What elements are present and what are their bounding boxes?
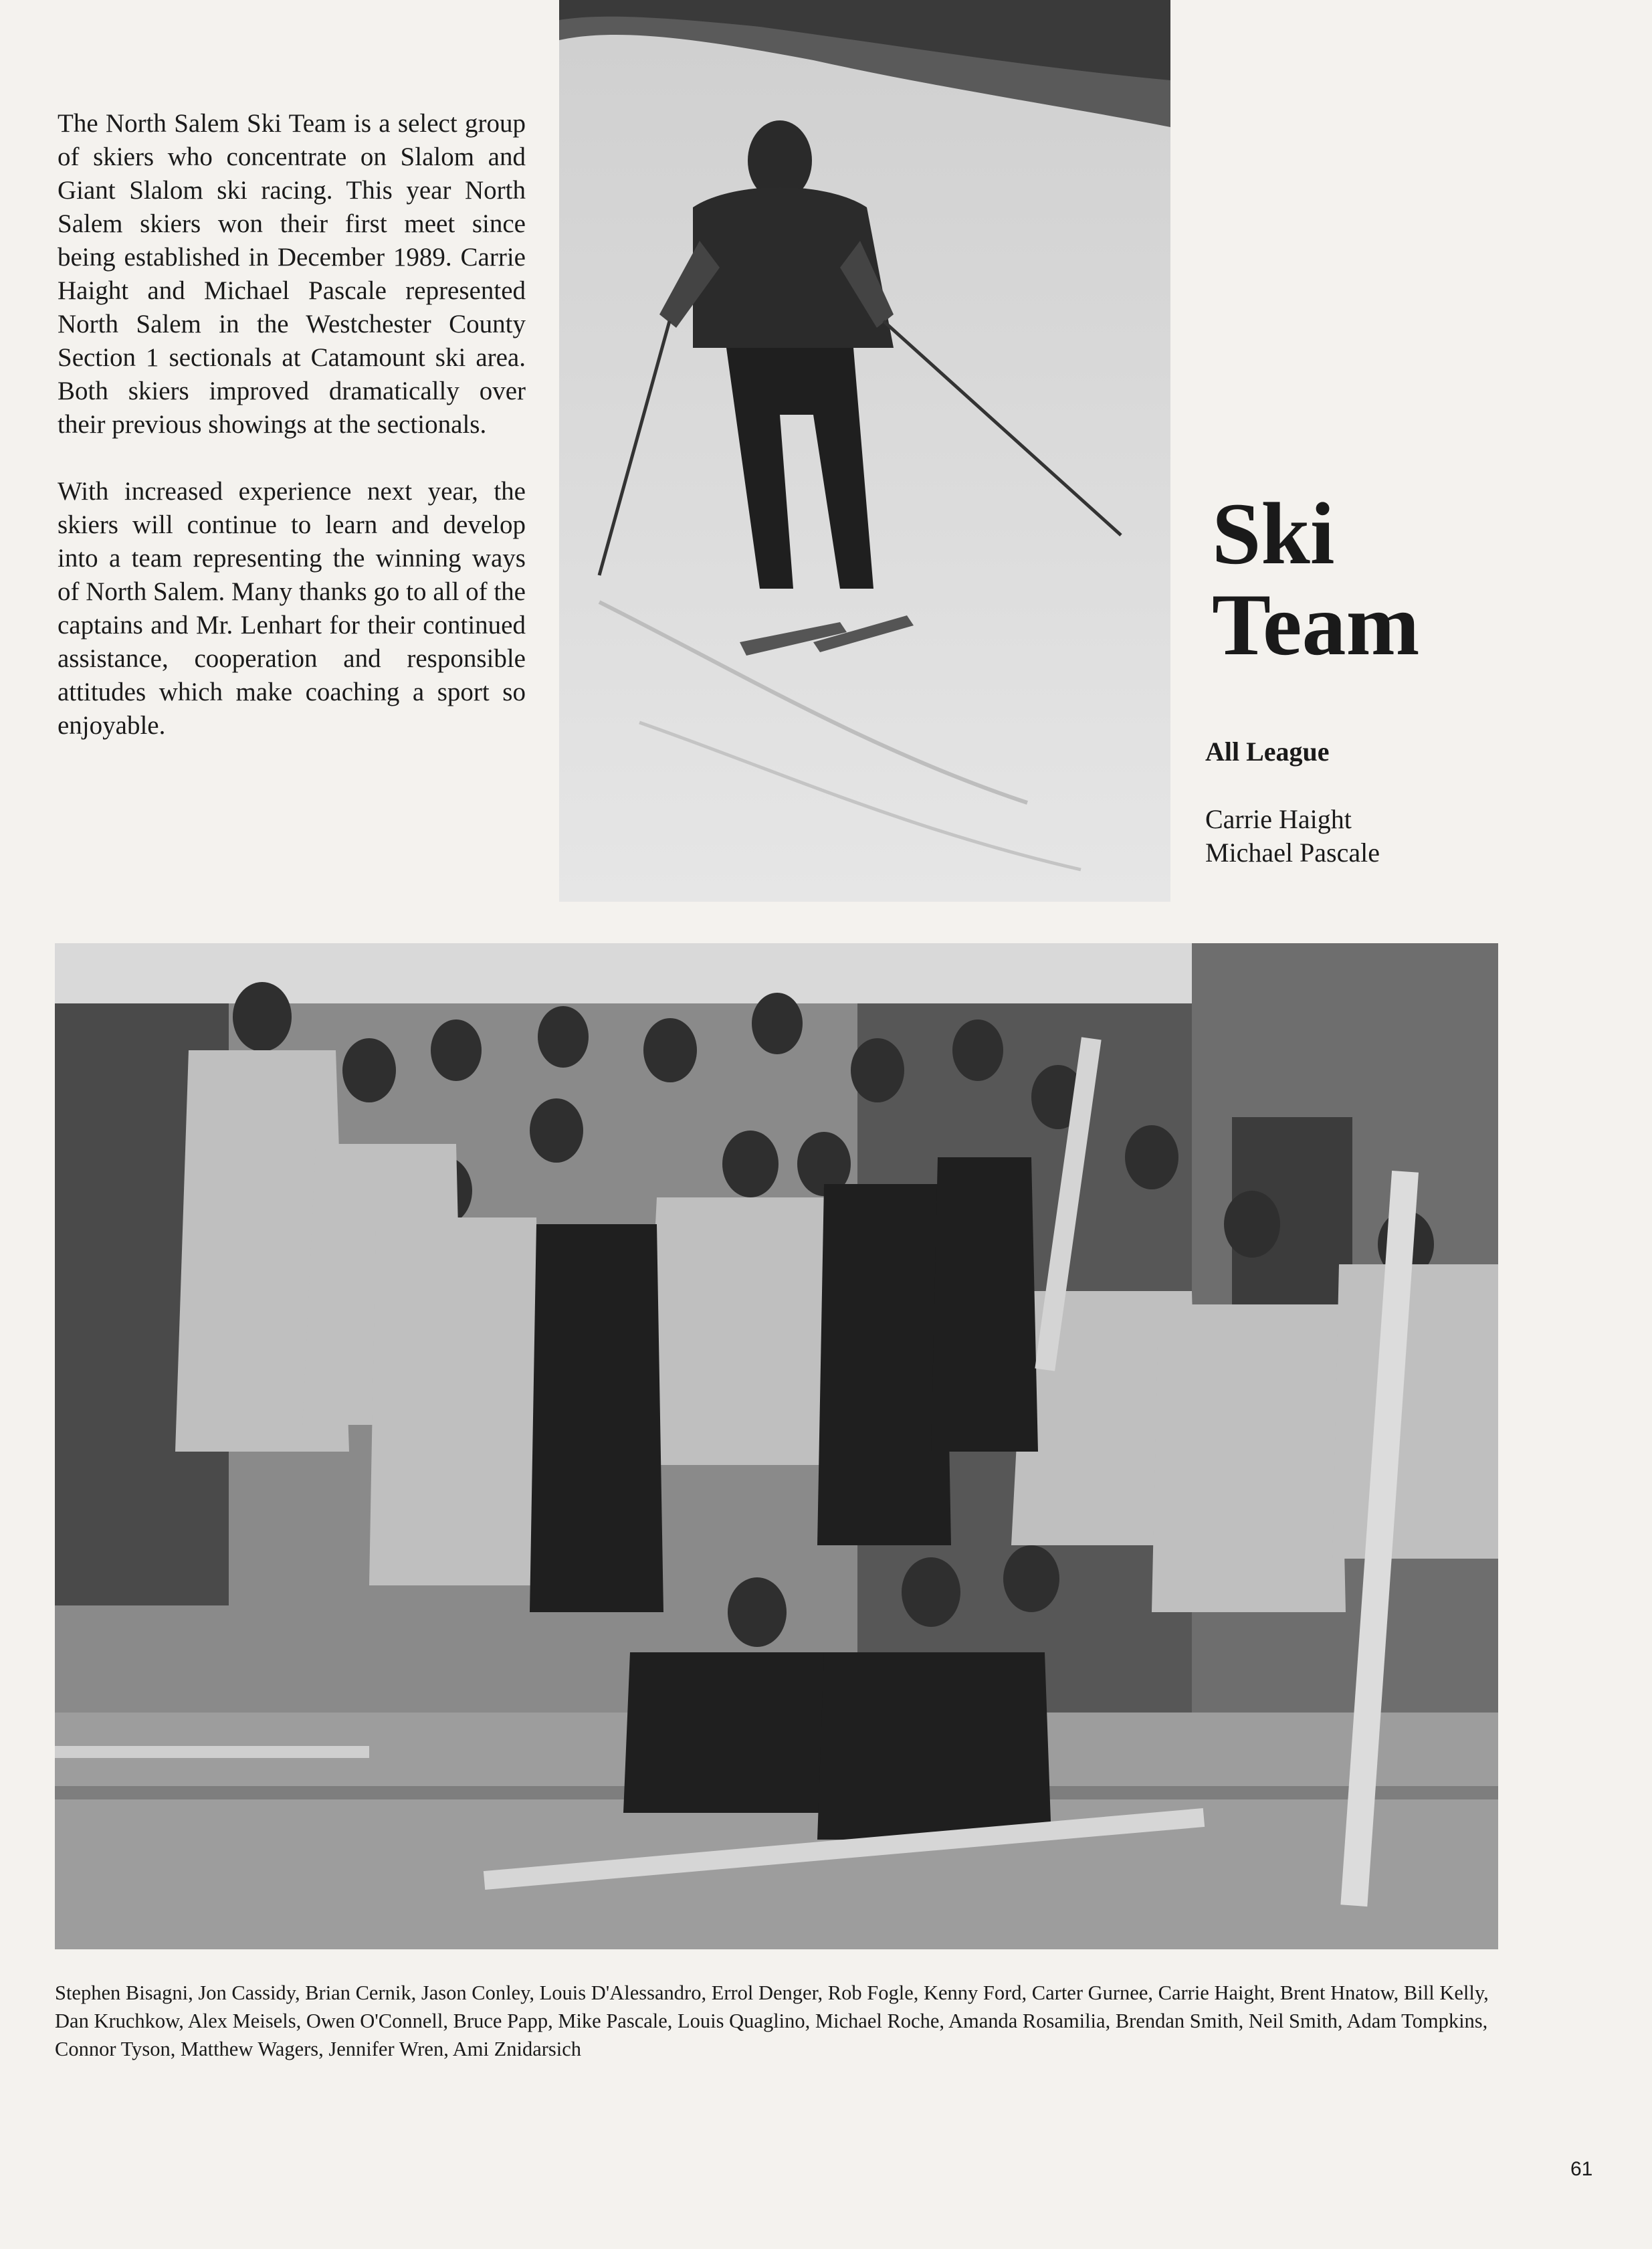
all-league-member: Carrie Haight bbox=[1205, 804, 1352, 834]
skier-photo bbox=[559, 0, 1170, 902]
intro-paragraph-1: The North Salem Ski Team is a select group of skiers who concentrate on Slalom and Giant Slalom ski racing. This year North Salem skiers won their first meet since being established in December 1989. Carrie Haight and Michael Pascale represented North Salem in the Westchester County Section 1 sectionals at Catamount ski area. Both skiers improved dramatically over their previous showings at the sectionals. bbox=[58, 109, 526, 439]
team-roster-caption: Stephen Bisagni, Jon Cassidy, Brian Cernik, Jason Conley, Louis D'Alessandro, Errol Denger, Rob Fogle, Kenny Ford, Carter Gurnee, Carrie Haight, Brent Hnatow, Bill Kelly, Dan Kruchkow, Alex Meisels, Owen O'Connell, Bruce Papp, Mike Pascale, Louis Quaglino, Michael Roche, Amanda Rosamilia, Brendan Smith, Neil Smith, Adam Tompkins, Connor Tyson, Matthew Wagers, Jennifer Wren, Ami Znidarsich bbox=[55, 1981, 1489, 2060]
intro-text bbox=[58, 107, 526, 776]
all-league-member: Michael Pascale bbox=[1205, 838, 1380, 868]
team-photo-graphic bbox=[55, 943, 1498, 1949]
skier-photo-graphic bbox=[559, 0, 1170, 902]
all-league-list bbox=[1205, 803, 1380, 870]
title-line-1: Ski bbox=[1212, 484, 1335, 583]
all-league-heading: All League bbox=[1205, 737, 1330, 767]
page-number: 61 bbox=[1570, 2158, 1593, 2180]
team-photo bbox=[55, 943, 1498, 1949]
title-line-2: Team bbox=[1212, 575, 1420, 674]
section-title bbox=[1212, 484, 1420, 674]
intro-paragraph-2: With increased experience next year, the skiers will continue to learn and develop into a team representing the winning ways of North Salem. Many thanks go to all of the captains and Mr. Lenhart for their continued assistance, cooperation and responsible attitudes which make coaching a sport so enjoyable. bbox=[58, 477, 526, 740]
